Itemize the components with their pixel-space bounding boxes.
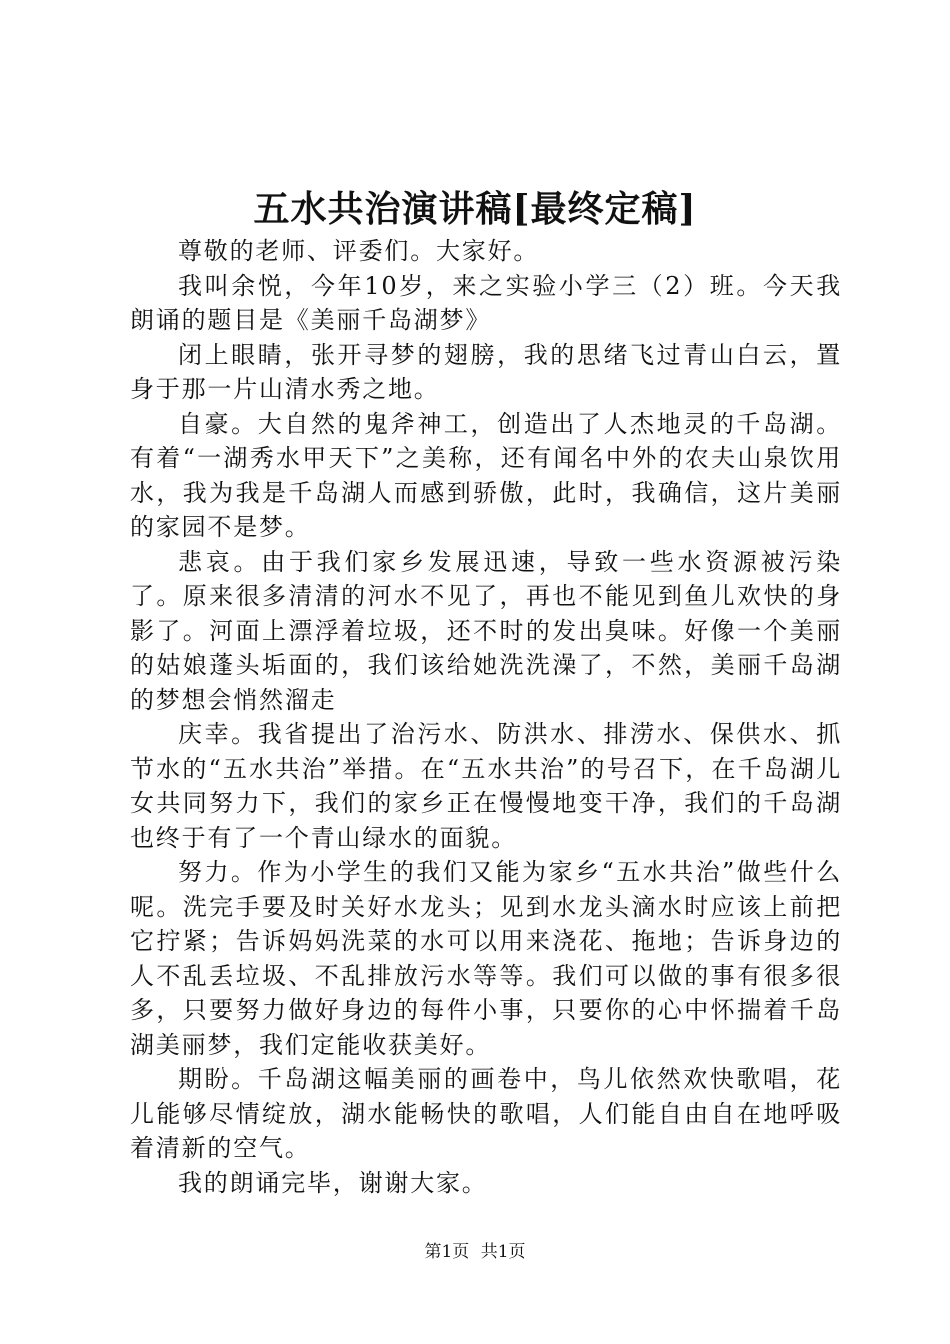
speech-body [130, 234, 842, 1200]
paragraph-effort: 努力。作为小学生的我们又能为家乡“五水共治”做些什么呢。洗完手要及时关好水龙头；见到水龙头滴水时应该上前把它拧紧；告诉妈妈洗菜的水可以用来浇花、拖地；告诉身边的人不乱丢垃圾、不乱排放污水等等。我们可以做的事有很多很多，只要努力做好身边的每件小事，只要你的心中怀揣着千岛湖美丽梦，我们定能收获美好。 [130, 858, 842, 1059]
page-footer [0, 1240, 950, 1264]
page-title: 五水共治演讲稿[最终定稿] [253, 188, 697, 230]
paragraph-sorrow: 悲哀。由于我们家乡发展迅速，导致一些水资源被污染了。原来很多清清的河水不见了，再也不能见到鱼儿欢快的身影了。河面上漂浮着垃圾，还不时的发出臭味。好像一个美丽的姑娘蓬头垢面的，我们该给她洗洗澡了，不然，美丽千岛湖的梦想会悄然溜走 [130, 547, 842, 714]
paragraph-introduction: 我叫余悦，今年10岁，来之实验小学三（2）班。今天我朗诵的题目是《美丽千岛湖梦》 [130, 271, 842, 334]
paragraph-hope: 期盼。千岛湖这幅美丽的画卷中，鸟儿依然欢快歌唱，花儿能够尽情绽放，湖水能畅快的歌唱，人们能自由自在地呼吸着清新的空气。 [130, 1065, 842, 1162]
page-total: 共1页 [480, 1242, 526, 1262]
paragraph-greeting: 尊敬的老师、评委们。大家好。 [178, 237, 540, 265]
paragraph-fortune: 庆幸。我省提出了治污水、防洪水、排涝水、保供水、抓节水的“五水共治”举措。在“五水共治”的号召下，在千岛湖儿女共同努力下，我们的家乡正在慢慢地变干净，我们的千岛湖也终于有了一个青山绿水的面貌。 [130, 720, 842, 852]
page-number: 第1页 [424, 1242, 470, 1262]
paragraph-pride: 自豪。大自然的鬼斧神工，创造出了人杰地灵的千岛湖。有着“一湖秀水甲天下”之美称，还有闻名中外的农夫山泉饮用水，我为我是千岛湖人而感到骄傲，此时，我确信，这片美丽的家园不是梦。 [130, 409, 842, 541]
paragraph-closing: 我的朗诵完毕，谢谢大家。 [178, 1168, 488, 1197]
paragraph-opening: 闭上眼睛，张开寻梦的翅膀，我的思绪飞过青山白云，置身于那一片山清水秀之地。 [130, 340, 842, 403]
